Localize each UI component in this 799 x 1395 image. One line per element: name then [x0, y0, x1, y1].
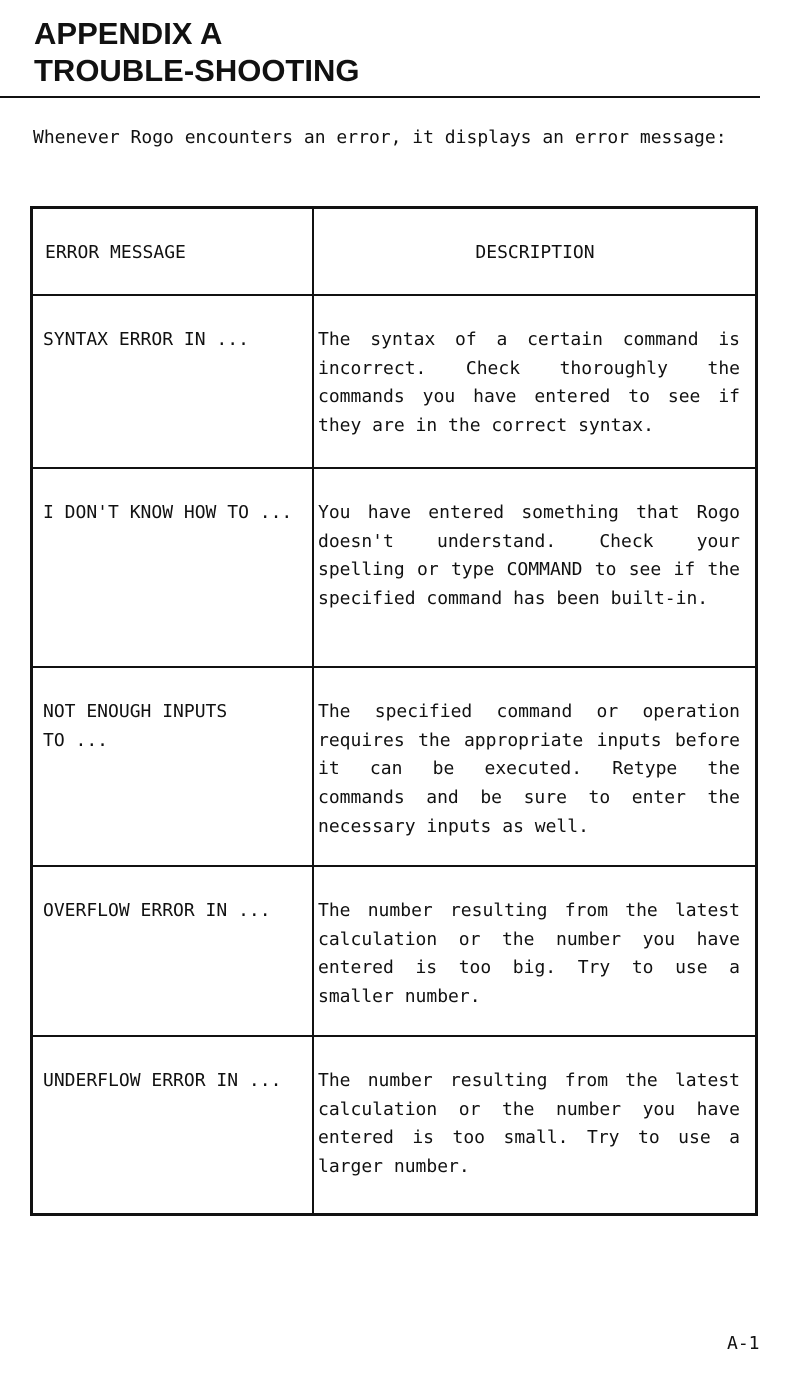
table-row — [33, 296, 755, 469]
title-divider — [0, 96, 760, 98]
error-table — [30, 206, 758, 1216]
intro-paragraph: Whenever Rogo encounters an error, it displays an error message: — [33, 127, 727, 148]
table-row — [33, 668, 755, 867]
table-header-row — [33, 209, 755, 296]
table-row — [33, 867, 755, 1037]
error-message-cell: I DON'T KNOW HOW TO ... — [43, 502, 293, 523]
header-description: DESCRIPTION — [475, 242, 595, 263]
description-cell: You have entered something that Rogo doesn't understand. Check your spelling or type COMMAND to see if the specified command has been built-in. — [318, 502, 740, 610]
table-row — [33, 469, 755, 668]
header-error-message: ERROR MESSAGE — [45, 242, 186, 263]
error-message-cell: NOT ENOUGH INPUTS TO ... — [43, 701, 228, 751]
error-message-cell: UNDERFLOW ERROR IN ... — [43, 1070, 282, 1091]
description-cell: The number resulting from the latest calculation or the number you have entered is too small. Try to use a larger number. — [318, 1070, 740, 1178]
page-number: A-1 — [727, 1333, 760, 1354]
page-title: TROUBLE-SHOOTING — [34, 53, 360, 88]
error-message-cell: OVERFLOW ERROR IN ... — [43, 900, 271, 921]
description-cell: The syntax of a certain command is incorrect. Check thoroughly the commands you have entered to see if they are in the correct syntax. — [318, 329, 740, 437]
table-row — [33, 1037, 755, 1213]
appendix-label: APPENDIX A — [34, 16, 223, 51]
error-message-cell: SYNTAX ERROR IN ... — [43, 329, 249, 350]
description-cell: The number resulting from the latest calculation or the number you have entered is too big. Try to use a smaller number. — [318, 900, 740, 1008]
description-cell: The specified command or operation requires the appropriate inputs before it can be executed. Retype the commands and be sure to enter the necessary inputs as well. — [318, 701, 740, 837]
